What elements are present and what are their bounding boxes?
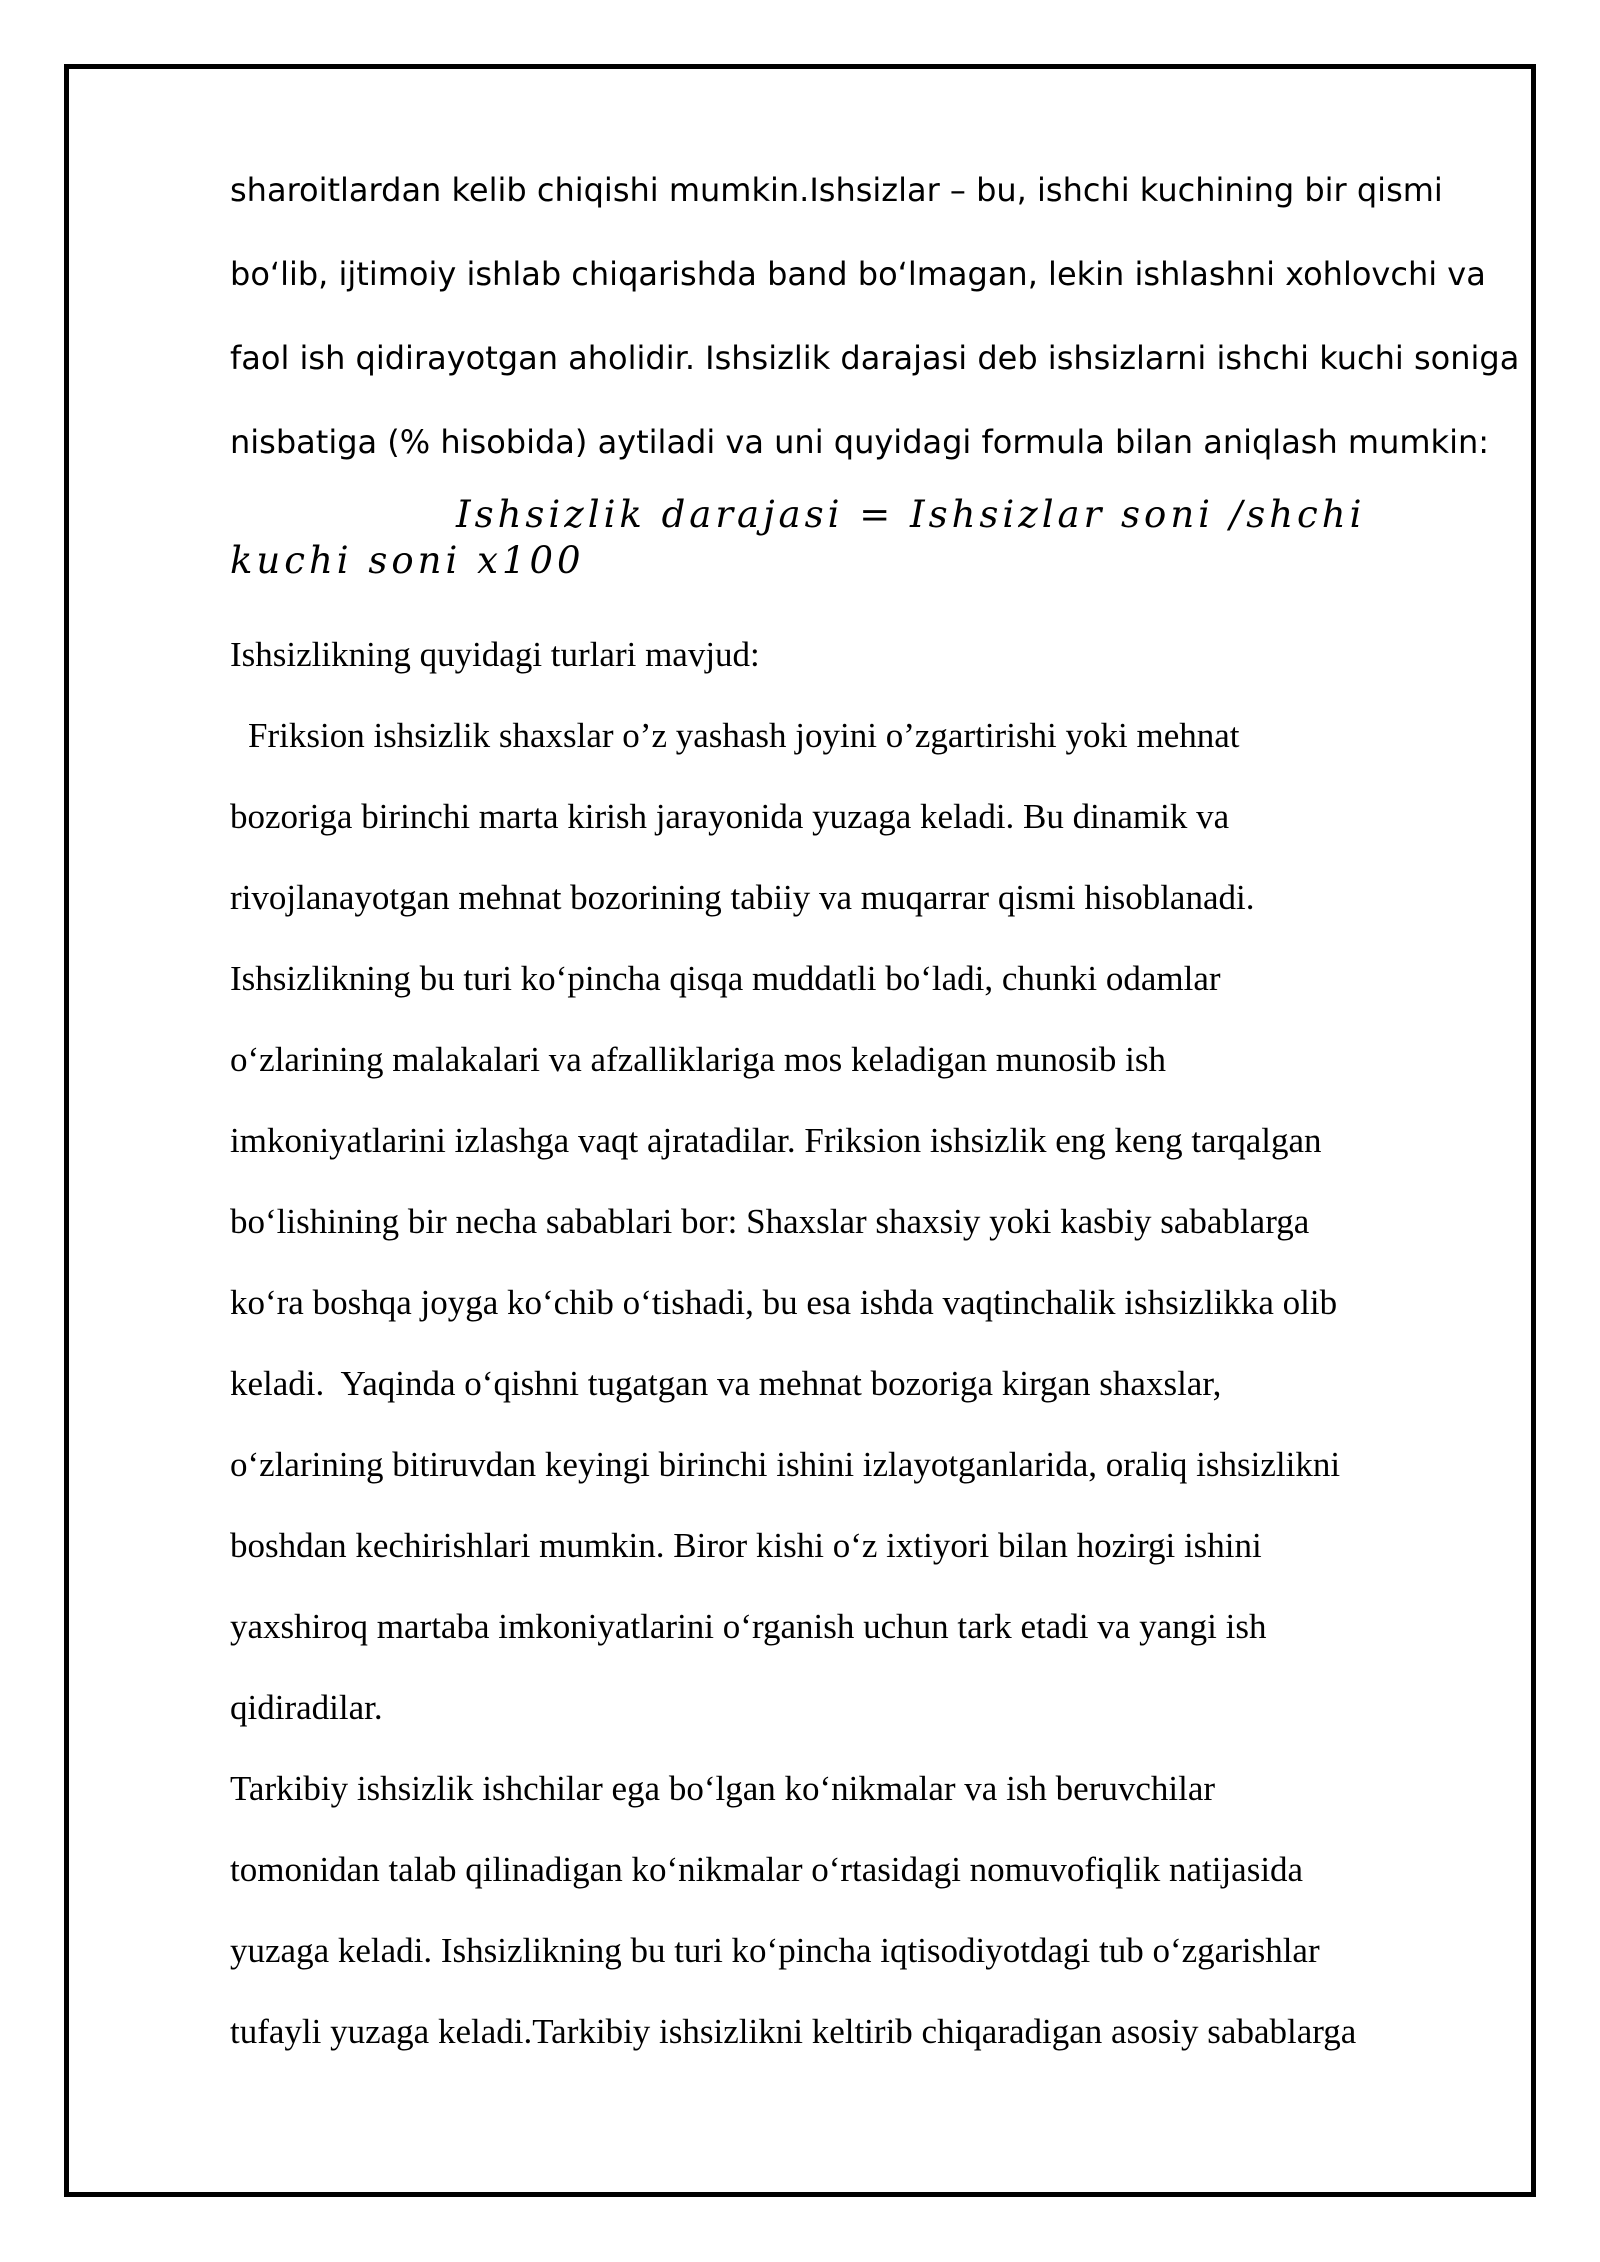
intro-paragraph <box>230 148 1520 484</box>
text-line: oʻzlarining malakalari va afzalliklariga mos keladigan munosib ish <box>230 1040 1166 1079</box>
document-body <box>230 148 1520 2072</box>
text-line: oʻzlarining bitiruvdan keyingi birinchi ishini izlayotganlarida, oraliq ishsizlikni <box>230 1445 1341 1484</box>
frictional-unemployment-paragraph <box>230 695 1480 1748</box>
text-line: yuzaga keladi. Ishsizlikning bu turi koʻpincha iqtisodiyotdagi tub oʻzgarishlar <box>230 1931 1320 1970</box>
text-line: sharoitlardan kelib chiqishi mumkin.Ishsizlar – bu, ishchi kuchining bir qismi <box>230 171 1443 209</box>
formula-line: kuchi soni x100 <box>230 539 585 582</box>
formula-line: Ishsizlik darajasi = Ishsizlar soni /shchi <box>456 493 1366 536</box>
text-line: faol ish qidirayotgan aholidir. Ishsizlik darajasi deb ishsizlarni ishchi kuchi soniga <box>230 339 1520 377</box>
text-line: boshdan kechirishlari mumkin. Biror kishi oʻz ixtiyori bilan hozirgi ishini <box>230 1526 1262 1565</box>
text-line: rivojlanayotgan mehnat bozorining tabiiy va muqarrar qismi hisoblanadi. <box>230 878 1255 917</box>
text-line: yaxshiroq martaba imkoniyatlarini oʻrganish uchun tark etadi va yangi ish <box>230 1607 1267 1646</box>
text-line: boʻlib, ijtimoiy ishlab chiqarishda band boʻlmagan, lekin ishlashni xohlovchi va <box>230 255 1486 293</box>
unemployment-rate-formula <box>230 492 1480 584</box>
text-line: bozoriga birinchi marta kirish jarayonida yuzaga keladi. Bu dinamik va <box>230 797 1230 836</box>
text-line: boʻlishining bir necha sabablari bor: Shaxslar shaxsiy yoki kasbiy sabablarga <box>230 1202 1310 1241</box>
text-line: tomonidan talab qilinadigan koʻnikmalar oʻrtasidagi nomuvofiqlik natijasida <box>230 1850 1304 1889</box>
text-line: Tarkibiy ishsizlik ishchilar ega boʻlgan koʻnikmalar va ish beruvchilar <box>230 1769 1216 1808</box>
text-line: Friksion ishsizlik shaxslar o’z yashash joyini o’zgartirishi yoki mehnat <box>248 716 1240 755</box>
text-line: qidiradilar. <box>230 1688 383 1727</box>
structural-unemployment-paragraph <box>230 1748 1480 2072</box>
text-line: Ishsizlikning bu turi koʻpincha qisqa muddatli boʻladi, chunki odamlar <box>230 959 1221 998</box>
text-line: imkoniyatlarini izlashga vaqt ajratadilar. Friksion ishsizlik eng keng tarqalgan <box>230 1121 1322 1160</box>
text-line: keladi. Yaqinda oʻqishni tugatgan va mehnat bozoriga kirgan shaxslar, <box>230 1364 1222 1403</box>
types-heading: Ishsizlikning quyidagi turlari mavjud: <box>230 635 760 674</box>
text-line: tufayli yuzaga keladi.Tarkibiy ishsizlikni keltirib chiqaradigan asosiy sabablarga <box>230 2012 1357 2051</box>
text-line: koʻra boshqa joyga koʻchib oʻtishadi, bu esa ishda vaqtinchalik ishsizlikka olib <box>230 1283 1338 1322</box>
text-line: nisbatiga (% hisobida) aytiladi va uni quyidagi formula bilan aniqlash mumkin: <box>230 423 1490 461</box>
